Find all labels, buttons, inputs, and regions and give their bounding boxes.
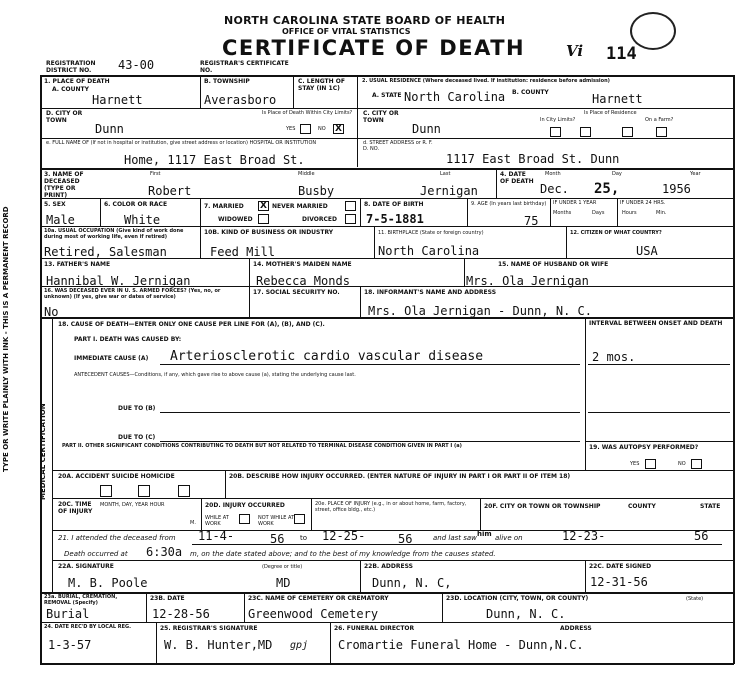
death-occurred-label: Death occurred at: [64, 550, 128, 558]
registrar-signature-label: 25. REGISTRAR'S SIGNATURE: [160, 625, 258, 632]
never-married-label: NEVER MARRIED: [272, 203, 328, 210]
medical-certification-label: MEDICAL CERTIFICATION: [39, 403, 47, 500]
citizen-value: USA: [636, 244, 658, 258]
within-limits-no-box[interactable]: X: [333, 124, 344, 134]
within-limits-no-label: NO: [318, 126, 326, 132]
attended-from-value: 11-4-: [198, 529, 235, 543]
res-farm-no-box[interactable]: [656, 127, 667, 137]
burial-date-label: 23B. DATE: [150, 595, 185, 602]
homicide-box[interactable]: [178, 485, 190, 497]
business-value: Feed Mill: [210, 245, 276, 259]
degree-label: (Degree or title): [262, 564, 303, 570]
residence-city-value: Dunn: [412, 122, 441, 136]
last-saw-label: and last saw: [433, 534, 477, 542]
suicide-box[interactable]: [138, 485, 150, 497]
last-name-value: Jernigan: [420, 184, 478, 198]
degree-value: MD: [276, 576, 291, 590]
middle-name-label: Middle: [298, 171, 315, 177]
res-farm-yes-box[interactable]: [622, 127, 633, 137]
registrar-initials: gpj: [290, 640, 309, 651]
cause-heading: 18. CAUSE OF DEATH—ENTER ONLY ONE CAUSE PER LINE FOR (A), (B), AND (C).: [58, 321, 325, 328]
funeral-director-label: 26. FUNERAL DIRECTOR: [334, 625, 415, 632]
seal-stamp: [630, 12, 676, 50]
mother-label: 14. MOTHER'S MAIDEN NAME: [253, 261, 352, 268]
res-city-yes-box[interactable]: [550, 127, 561, 137]
burial-label: 23a. BURIAL, CREMATION, REMOVAL (Specify): [44, 594, 118, 606]
attended-label: 21. I attended the deceased from: [58, 534, 176, 542]
burial-value: Burial: [46, 607, 90, 621]
township-value: Averasboro: [204, 93, 277, 107]
date-signed-label: 22C. DATE SIGNED: [589, 563, 652, 570]
first-name-label: First: [150, 171, 161, 177]
residence-county-label: B. COUNTY: [512, 89, 549, 96]
place-county-value: Harnett: [92, 93, 143, 107]
minutes-label: Min.: [656, 210, 667, 216]
last-saw-mark: him: [477, 530, 492, 538]
residence-city-label: C. CITY OR TOWN: [363, 110, 399, 124]
funeral-director-value: Cromartie Funeral Home - Dunn,N.C.: [338, 638, 584, 652]
color-label: 6. COLOR OR RACE: [104, 201, 168, 208]
death-occurred-rest-label: m, on the date stated above; and to the best of my knowledge from the causes stated.: [190, 550, 496, 558]
birth-value: 7-5-1881: [366, 212, 424, 226]
not-while-at-work-box[interactable]: [294, 514, 305, 524]
death-day-value: 25,: [594, 181, 620, 197]
due-to-b-label: DUE TO (B): [118, 405, 156, 412]
last-name-label: Last: [440, 171, 451, 177]
address-value: Dunn, N. C,: [372, 576, 452, 590]
months-label: Months: [553, 210, 572, 216]
injury-city-label: 20F. CITY OR TOWN OR TOWNSHIP: [484, 503, 601, 510]
injury-occurred-label: 20D. INJURY OCCURRED: [205, 502, 285, 509]
hospital-value: Home, 1117 East Broad St.: [124, 153, 305, 167]
first-name-value: Robert: [148, 184, 192, 198]
divorced-label: DIVORCED: [302, 216, 337, 223]
residence-state-label: A. STATE: [372, 92, 402, 99]
cemetery-label: 23C. NAME OF CEMETERY OR CREMATORY: [248, 595, 389, 602]
birthplace-value: North Carolina: [378, 244, 480, 258]
age-value: 75: [524, 214, 539, 228]
within-limits-label: Is Place of Death Within City Limits?: [262, 110, 353, 116]
length-of-stay-label: C. LENGTH OF STAY (IN 1C): [298, 78, 345, 92]
month-day-year-hour-label: MONTH, DAY, YEAR HOUR: [100, 502, 165, 508]
color-value: White: [124, 213, 161, 227]
autopsy-label: 19. WAS AUTOPSY PERFORMED?: [589, 444, 699, 451]
street-value: 1117 East Broad St. Dunn: [446, 152, 620, 166]
burial-date-value: 12-28-56: [152, 607, 210, 621]
autopsy-yes-box[interactable]: [645, 459, 656, 469]
widowed-box[interactable]: [258, 214, 269, 224]
married-label: 7. MARRIED: [204, 203, 244, 210]
on-farm-label: On a Farm?: [645, 117, 674, 123]
residence-label: 2. USUAL RESIDENCE (Where deceased lived. If institution: residence before admission): [362, 78, 610, 84]
residence-county-value: Harnett: [592, 92, 643, 106]
res-city-no-box[interactable]: [580, 127, 591, 137]
signature-label: 22A. SIGNATURE: [58, 563, 114, 570]
injury-county-label: COUNTY: [628, 503, 656, 510]
within-limits-yes-label: YES: [286, 126, 296, 132]
date-received-label: 24. DATE REC'D BY LOCAL REG.: [44, 624, 132, 630]
informant-label: 18. INFORMANT'S NAME AND ADDRESS: [364, 289, 497, 296]
registrars-certificate-label: REGISTRAR'S CERTIFICATE NO.: [200, 60, 289, 74]
attended-to-year: 56: [398, 532, 413, 546]
permanent-record-note: TYPE OR WRITE PLAINLY WITH INK - THIS IS A PERMANENT RECORD: [2, 206, 10, 472]
address-label: 22B. ADDRESS: [364, 563, 413, 570]
middle-name-value: Busby: [298, 184, 335, 198]
file-number: 114: [606, 44, 637, 64]
autopsy-no-box[interactable]: [691, 459, 702, 469]
office-subheading: OFFICE OF VITAL STATISTICS: [282, 27, 411, 36]
interval-value: 2 mos.: [592, 350, 636, 364]
alive-on-year: 56: [694, 529, 709, 543]
death-month-value: Dec.: [540, 182, 569, 196]
funeral-address-label: ADDRESS: [560, 625, 592, 632]
informant-value: Mrs. Ola Jernigan - Dunn, N. C.: [368, 304, 592, 318]
date-signed-value: 12-31-56: [590, 575, 648, 589]
autopsy-yes-label: YES: [630, 461, 640, 467]
agency-heading: NORTH CAROLINA STATE BOARD OF HEALTH: [224, 14, 506, 27]
name-label: 3. NAME OF DECEASED (TYPE OR PRINT): [44, 171, 84, 199]
due-to-c-label: DUE TO (C): [118, 434, 156, 441]
place-city-label: D. CITY OR TOWN: [46, 110, 83, 124]
place-of-residence-label: Is Place of Residence: [584, 110, 637, 116]
place-city-value: Dunn: [95, 122, 124, 136]
residence-state-value: North Carolina: [404, 90, 506, 104]
sex-value: Male: [46, 213, 75, 227]
attended-to-label: to: [300, 534, 308, 542]
while-at-work-box[interactable]: [239, 514, 250, 524]
registrar-signature-value: W. B. Hunter,MD: [164, 638, 273, 652]
not-while-at-work-label: NOT WHILE AT WORK: [258, 515, 295, 527]
death-time-value: 6:30a: [146, 545, 183, 559]
antecedent-label: ANTECEDENT CAUSES—Conditions, if any, which gave rise to above cause (a), stating the underlying cause last.: [74, 372, 356, 378]
business-label: 10B. KIND OF BUSINESS OR INDUSTRY: [204, 229, 334, 236]
place-of-death-label: 1. PLACE OF DEATH: [44, 78, 110, 85]
attended-from-year: 56: [270, 532, 285, 546]
death-month-label: Month: [545, 171, 561, 177]
mother-value: Rebecca Monds: [256, 274, 350, 288]
burial-location-value: Dunn, N. C.: [486, 607, 566, 621]
interval-label: INTERVAL BETWEEN ONSET AND DEATH: [589, 320, 723, 327]
under-24-hours-label: IF UNDER 24 HRS.: [620, 200, 666, 206]
street-label: d. STREET ADDRESS or R. F. D. NO.: [363, 140, 433, 152]
time-of-injury-label: 20C. TIME OF INJURY: [58, 501, 93, 515]
armed-forces-value: No: [44, 305, 59, 319]
place-of-injury-label: 20e. PLACE OF INJURY (e.g., in or about home, farm, factory, street, office bldg., etc.): [315, 501, 467, 513]
birthplace-label: 11. BIRTHPLACE (State or foreign country): [378, 230, 484, 236]
father-value: Hannibal W. Jernigan: [46, 274, 191, 288]
while-at-work-label: WHILE AT WORK: [205, 515, 229, 527]
never-married-box[interactable]: [345, 201, 356, 211]
certificate-title: CERTIFICATE OF DEATH: [222, 36, 526, 60]
death-year-value: 1956: [662, 182, 691, 196]
hours-label: Hours: [622, 210, 637, 216]
accident-label: 20A. ACCIDENT SUICIDE HOMICIDE: [58, 473, 175, 480]
accident-box[interactable]: [100, 485, 112, 497]
widowed-label: WIDOWED: [218, 216, 253, 223]
registration-district-value: 43-00: [118, 58, 155, 72]
father-label: 13. FATHER'S NAME: [44, 261, 111, 268]
burial-location-label: 23D. LOCATION (CITY, TOWN, OR COUNTY): [446, 595, 589, 602]
occupation-value: Retired, Salesman: [44, 245, 167, 259]
registration-district-label: REGISTRATION DISTRICT NO.: [46, 60, 96, 74]
immediate-cause-value: Arteriosclerotic cardio vascular disease: [170, 349, 484, 364]
occupation-label: 10a. USUAL OCCUPATION (Give kind of work done during most of working life, even if retired): [44, 228, 184, 240]
birth-label: 8. DATE OF BIRTH: [364, 201, 424, 208]
signature-value: M. B. Poole: [68, 576, 148, 590]
within-limits-yes-box[interactable]: [300, 124, 311, 134]
autopsy-no-label: NO: [678, 461, 686, 467]
alive-on-label: alive on: [495, 534, 523, 542]
spouse-value: Mrs. Ola Jernigan: [466, 274, 589, 288]
part-one-label: PART I. DEATH WAS CAUSED BY:: [74, 336, 182, 343]
immediate-cause-label: IMMEDIATE CAUSE (A): [74, 355, 149, 362]
in-city-limits-label: In City Limits?: [540, 117, 576, 123]
burial-state-label: (State): [686, 596, 704, 602]
township-label: B. TOWNSHIP: [204, 78, 250, 85]
alive-on-value: 12-23-: [562, 529, 606, 543]
death-year-label: Year: [690, 171, 701, 177]
date-received-value: 1-3-57: [48, 638, 92, 652]
date-of-death-label: 4. DATE OF DEATH: [500, 171, 534, 185]
under-one-year-label: IF UNDER 1 YEAR: [553, 200, 597, 206]
injury-state-label: STATE: [700, 503, 721, 510]
death-day-label: Day: [612, 171, 622, 177]
citizen-label: 12. CITIZEN OF WHAT COUNTRY?: [570, 230, 662, 236]
injury-m-label: M.: [190, 520, 196, 526]
days-label: Days: [592, 210, 605, 216]
social-security-label: 17. SOCIAL SECURITY NO.: [253, 289, 340, 296]
divorced-box[interactable]: [345, 214, 356, 224]
place-county-label: A. COUNTY: [52, 86, 89, 93]
file-stamp-mark: Vi: [566, 42, 584, 60]
part-two-label: PART II. OTHER SIGNIFICANT CONDITIONS CONTRIBUTING TO DEATH BUT NOT RELATED TO TERMINAL DISEASE CONDITION GIVEN IN PART I (a): [62, 443, 462, 449]
spouse-label: 15. NAME OF HUSBAND OR WIFE: [498, 261, 609, 268]
hospital-label: e. FULL NAME OF (If not in hospital or institution, give street address or location) HOSPITAL OR INSTITUTION: [46, 140, 317, 146]
married-box[interactable]: X: [258, 201, 269, 211]
cemetery-value: Greenwood Cemetery: [248, 607, 379, 621]
age-label: 9. AGE (In years last birthday): [471, 201, 547, 207]
sex-label: 5. SEX: [44, 201, 66, 208]
armed-forces-label: 16. WAS DECEASED EVER IN U. S. ARMED FORCES? (Yes, no, or unknown) (If yes, give war or dates of service): [44, 288, 221, 300]
how-injury-label: 20B. DESCRIBE HOW INJURY OCCURRED. (ENTER NATURE OF INJURY IN PART I OR PART II OF ITEM 18): [229, 473, 571, 480]
attended-to-value: 12-25-: [322, 529, 366, 543]
